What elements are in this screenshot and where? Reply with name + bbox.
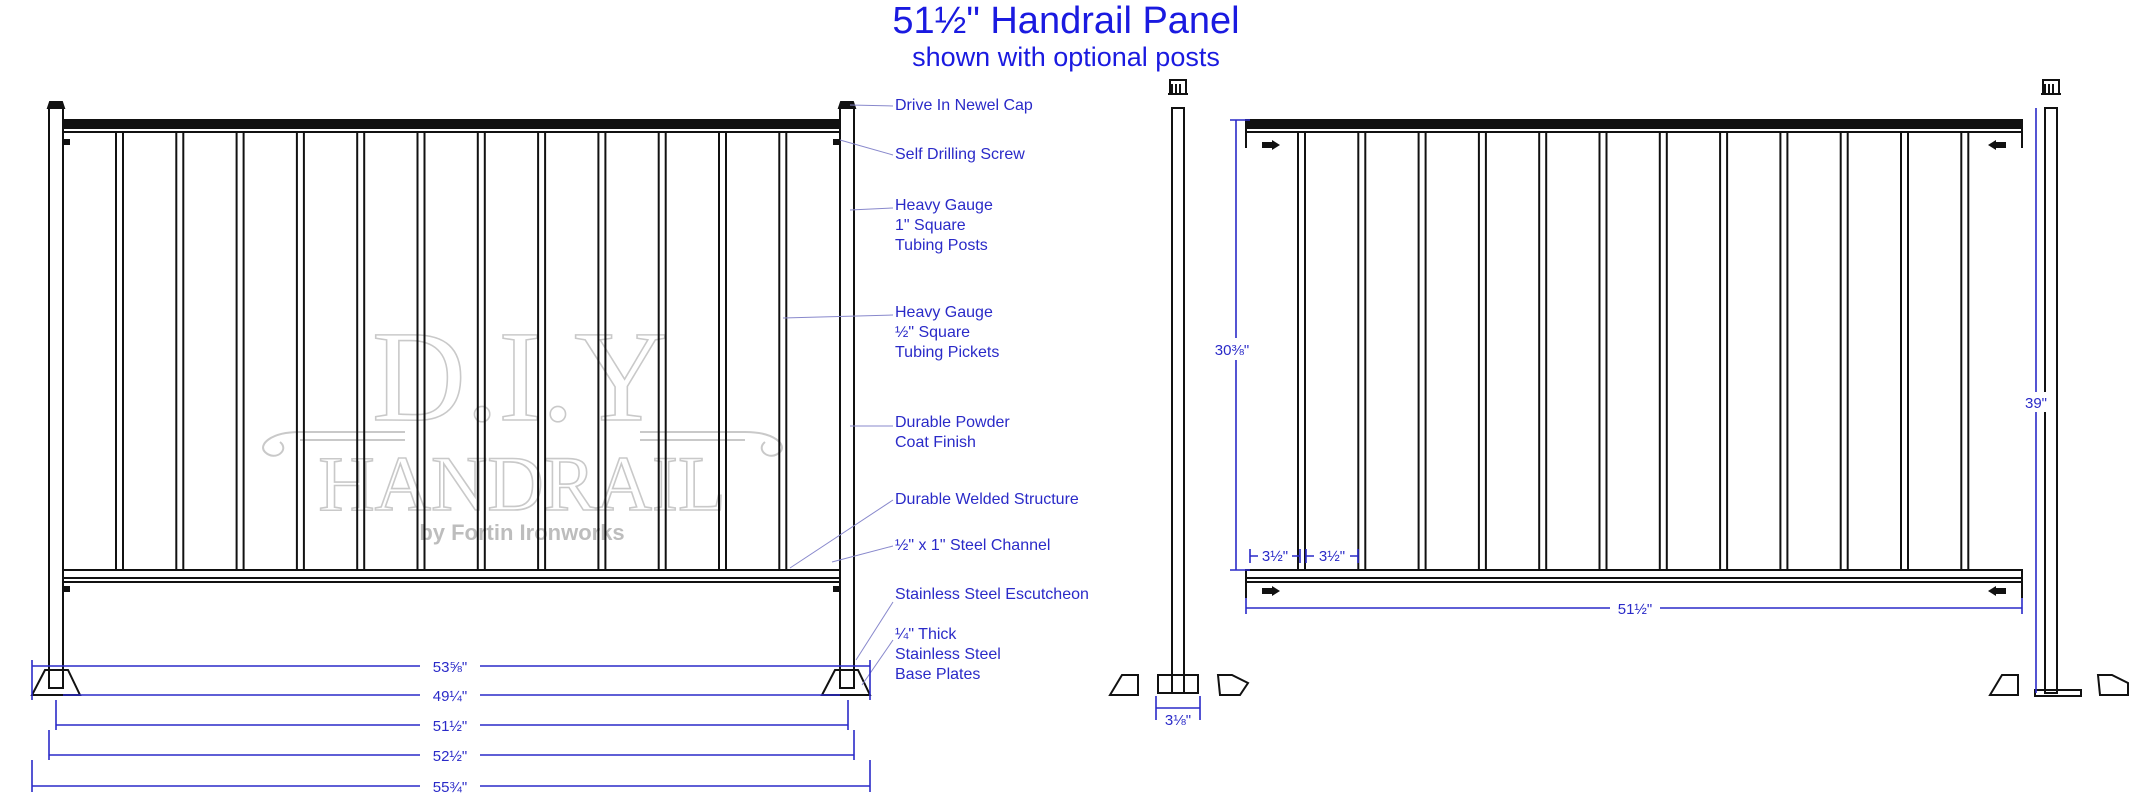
side-right-newel-cap — [2041, 80, 2061, 94]
leader-screw — [840, 140, 893, 155]
side-picket — [1780, 132, 1787, 570]
side-picket — [1720, 132, 1727, 570]
leader-channel — [832, 546, 893, 562]
front-top-rail — [63, 120, 840, 128]
side-screw-br — [1988, 586, 2006, 596]
front-picket — [297, 132, 304, 570]
side-left-escutcheon — [1158, 675, 1198, 693]
leader-base-plate — [862, 640, 893, 685]
dim-label-overall-height: 39" — [2024, 395, 2048, 412]
dim-label-picket-gap: 3½" — [1318, 548, 1346, 565]
dim-label-4: 52½" — [432, 748, 468, 765]
diagram-title: 51½" Handrail Panel — [892, 0, 1240, 42]
watermark-line3: by Fortin Ironworks — [419, 520, 625, 545]
leader-posts — [850, 208, 893, 210]
side-bottom-rail — [1246, 570, 2022, 578]
dim-label-picket-height: 30⅜" — [1214, 342, 1250, 359]
front-right-post — [840, 108, 854, 688]
dim-label-post-plate: 3⅛" — [1164, 712, 1192, 729]
front-bottom-rail — [63, 570, 840, 578]
side-dimension-lines — [1156, 108, 2036, 720]
watermark-line2: HANDRAIL — [318, 440, 726, 527]
side-picket — [1419, 132, 1426, 570]
side-picket — [1961, 132, 1968, 570]
side-picket — [1479, 132, 1486, 570]
side-picket — [1660, 132, 1667, 570]
watermark-line1: D.I.Y — [371, 305, 669, 449]
front-left-base-plate — [32, 670, 80, 695]
front-left-newel-cap — [48, 102, 64, 108]
front-picket — [116, 132, 123, 570]
side-picket — [1539, 132, 1546, 570]
leader-newel-cap — [850, 105, 893, 106]
callout-powder-coat: Durable Powder Coat Finish — [895, 414, 1010, 451]
callout-base-plates: ¼" Thick Stainless Steel Base Plates — [895, 626, 1001, 683]
side-left-newel-cap — [1168, 80, 1188, 94]
side-screw-tl — [1262, 140, 1280, 150]
side-pickets — [1298, 132, 1968, 570]
side-top-rail — [1246, 120, 2022, 128]
callout-steel-channel: ½" x 1" Steel Channel — [895, 537, 1051, 554]
dim-label-panel-width: 51½" — [1617, 601, 1653, 618]
side-left-bracket-a — [1110, 675, 1138, 695]
diagram-subtitle: shown with optional posts — [912, 42, 1220, 72]
side-left-post — [1172, 108, 1184, 693]
side-screw-tr — [1988, 140, 2006, 150]
side-right-bracket-a — [1990, 675, 2018, 695]
leader-escutcheon — [856, 602, 893, 660]
side-picket — [1841, 132, 1848, 570]
front-screw-br — [833, 586, 839, 592]
dim-label-2: 49¼" — [432, 688, 468, 705]
callout-square-tubing-pickets: Heavy Gauge ½" Square Tubing Pickets — [895, 304, 1000, 361]
side-picket — [1901, 132, 1908, 570]
side-picket — [1358, 132, 1365, 570]
dim-label-left-spacing: 3½" — [1261, 548, 1289, 565]
callout-escutcheon: Stainless Steel Escutcheon — [895, 586, 1089, 603]
dim-label-5: 55¾" — [432, 779, 468, 796]
callout-welded-structure: Durable Welded Structure — [895, 491, 1079, 508]
front-screw-tl — [64, 139, 70, 145]
front-right-base-plate — [822, 670, 870, 695]
callout-newel-cap: Drive In Newel Cap — [895, 97, 1033, 114]
front-screw-bl — [64, 586, 70, 592]
dim-label-3: 51½" — [432, 718, 468, 735]
dim-label-1: 53⅝" — [432, 659, 468, 676]
front-picket — [779, 132, 786, 570]
front-screw-tr — [833, 139, 839, 145]
side-picket — [1600, 132, 1607, 570]
callout-leaders — [783, 105, 893, 685]
callout-square-tubing-posts: Heavy Gauge 1" Square Tubing Posts — [895, 197, 993, 254]
watermark-logo — [263, 305, 782, 545]
leader-pickets — [783, 315, 893, 318]
side-picket — [1298, 132, 1305, 570]
leader-welded — [790, 500, 893, 568]
side-left-bracket-b — [1218, 675, 1248, 695]
side-screw-bl — [1262, 586, 1280, 596]
front-left-post — [49, 108, 63, 688]
side-right-bracket-b — [2098, 675, 2128, 695]
front-picket — [237, 132, 244, 570]
front-picket — [176, 132, 183, 570]
callout-self-drilling-screw: Self Drilling Screw — [895, 146, 1025, 163]
